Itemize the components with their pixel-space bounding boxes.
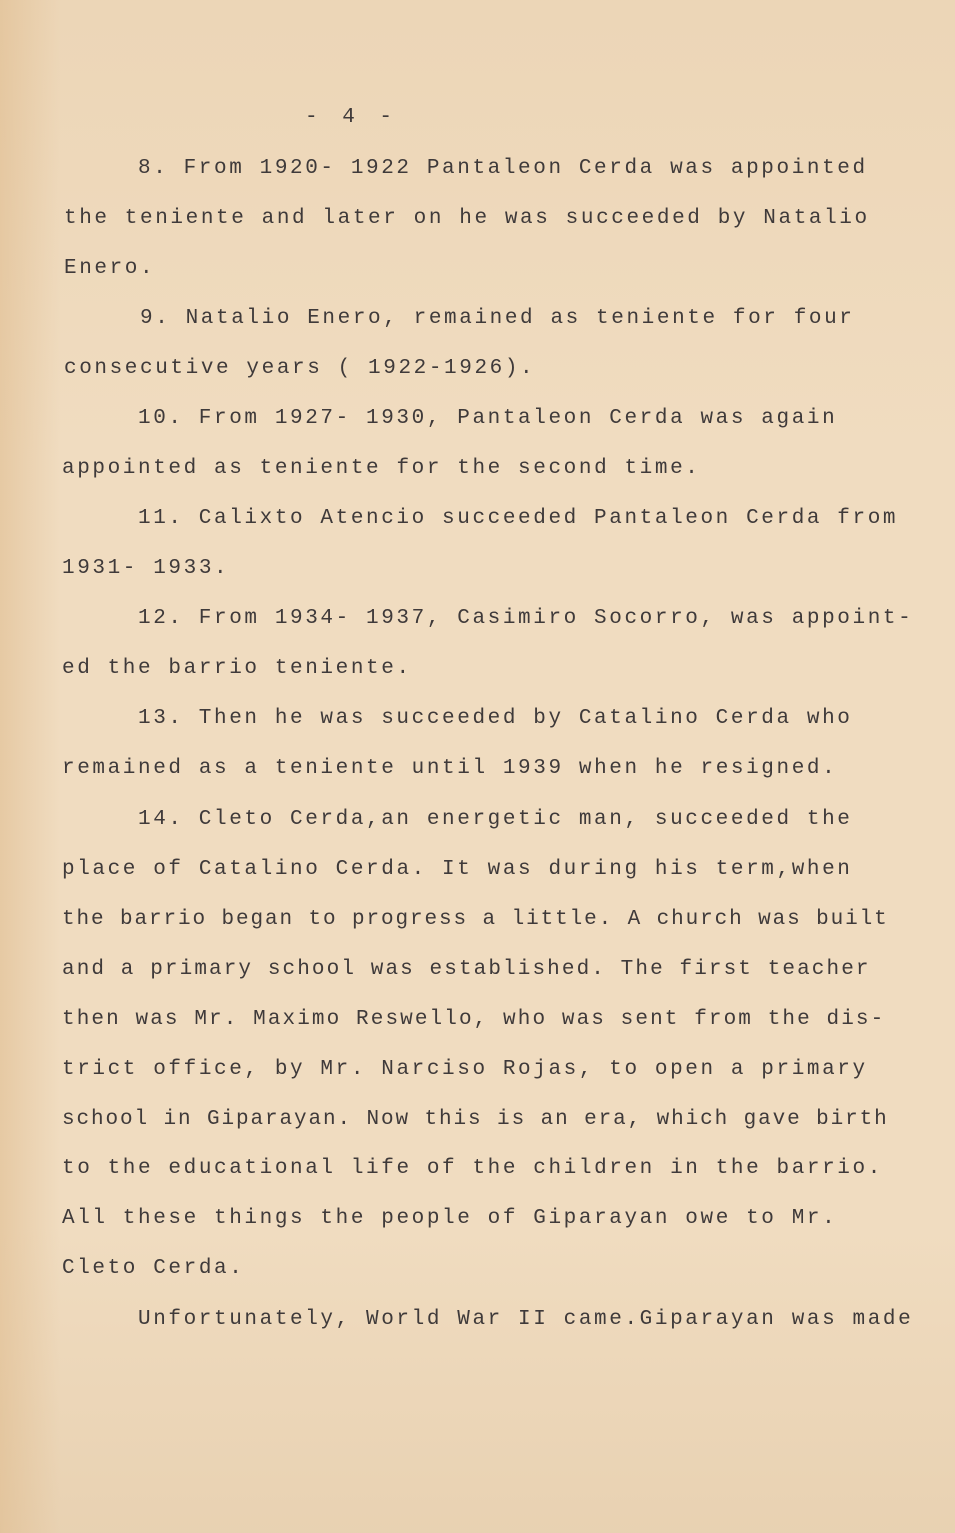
text-line: 13. Then he was succeeded by Catalino Cerda who [138,707,853,730]
text-line: place of Catalino Cerda. It was during his term,when [62,858,853,881]
text-line: Unfortunately, World War II came.Giparayan was made [138,1308,914,1331]
text-line: consecutive years ( 1922-1926). [64,357,536,380]
text-line: ed the barrio teniente. [62,657,412,680]
text-line: 14. Cleto Cerda,an energetic man, succeeded the [138,808,853,831]
text-line: the teniente and later on he was succeeded by Natalio [64,207,870,230]
text-line: school in Giparayan. Now this is an era, which gave birth [62,1108,889,1131]
text-line: then was Mr. Maximo Reswello, who was sent from the dis- [62,1008,886,1031]
text-line: appointed as teniente for the second time. [62,457,701,480]
text-line: the barrio began to progress a little. A church was built [62,908,889,931]
text-line: Cleto Cerda. [62,1257,245,1280]
text-line: All these things the people of Giparayan owe to Mr. [62,1207,838,1230]
text-line: 11. Calixto Atencio succeeded Pantaleon Cerda from [138,507,899,530]
text-line: remained as a teniente until 1939 when he resigned. [62,757,838,780]
text-line: 9. Natalio Enero, remained as teniente for four [140,307,855,330]
text-line: 12. From 1934- 1937, Casimiro Socorro, was appoint- [138,607,914,630]
text-line: to the educational life of the children in the barrio. [62,1157,883,1180]
text-line: 8. From 1920- 1922 Pantaleon Cerda was appointed [138,157,868,180]
page-number: - 4 - [305,106,399,129]
text-line: 1931- 1933. [62,557,230,580]
text-line: trict office, by Mr. Narciso Rojas, to open a primary [62,1058,868,1081]
text-line: and a primary school was established. The first teacher [62,958,871,981]
text-line: Enero. [64,257,156,280]
text-line: 10. From 1927- 1930, Pantaleon Cerda was again [138,407,838,430]
